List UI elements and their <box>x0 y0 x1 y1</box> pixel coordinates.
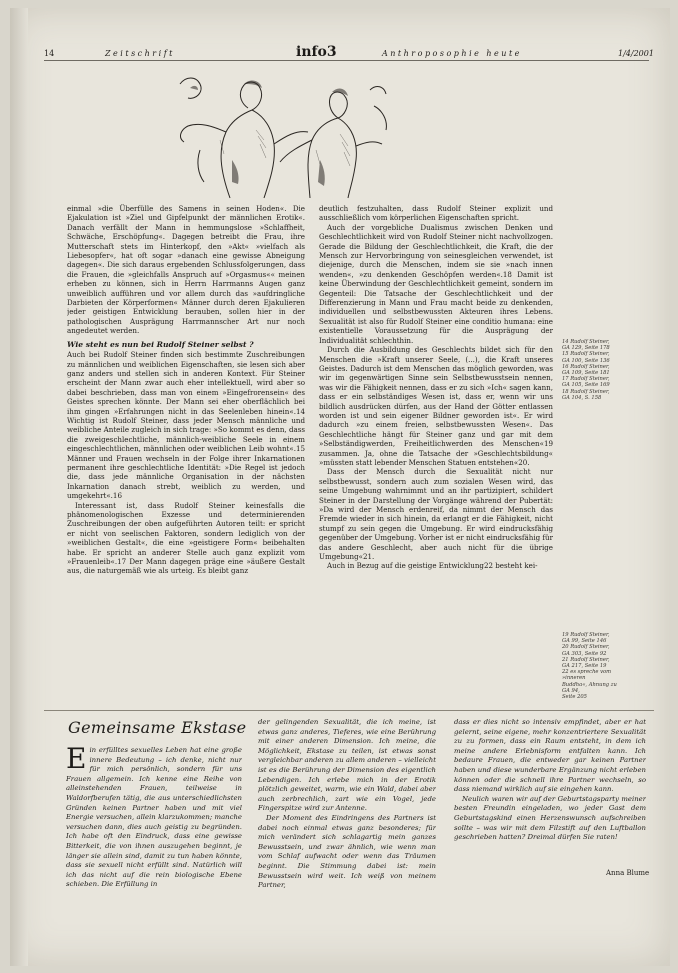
footnote-line: GA 105, Seite 169 <box>562 382 610 389</box>
footnote-line: 17 Rudolf Steiner, <box>562 376 610 383</box>
paragraph: deutlich festzuhalten, dass Rudolf Steiner explizit und ausschließlich vom körperlichen Eigenschaften spricht. <box>319 204 553 223</box>
section-heading: Wie steht es nun bei Rudolf Steiner selbst ? <box>67 339 254 349</box>
page-spine-shadow <box>10 8 28 966</box>
paragraph: dass er dies nicht so intensiv empfindet, aber er hat gelernt, seine eigene, mehr konzentriertere Sexualität zu zu formen, dass ein Raum entsteht, in dem ich meine andere Erlebnisform entfalten kann. Ich bedaure Frauen, die entweder gar keinen Partner haben und diese wunderbare Ergänzung nicht erleben können oder die schnell ihre Partner wechseln, so dass niemand wirklich auf sie eingehen kann. <box>454 718 646 794</box>
paragraph: Durch die Ausbildung des Geschlechts bildet sich für den Menschen die »Kraft unserer Seele, (...), die Kraft unseres Geistes. Dadurch ist dem Menschen das möglich geworden, was wir im gegenwärtigen Sinne sein Selbstbewusstsein nennen, was wir die Fähigkeit nennen, dass er zu sich »Ich« sagen kann, dass er ein selbständiges Wesen ist, dass er, wenn wir uns bildlich ausdrücken dürfen, aus der Hand der Götter entlassen worden ist und sein eigener Bildner geworden ist«. Er wird dadurch »zu einem freien, selbstbewussten Wesen«. Das Geschlechtliche hängt für Steiner ganz und gar mit dem »Selbständigwerden, Freiheitlichwerden des Menschen«19 zusammen. Ja, ohne die Tatsache der »Geschlechtsbildung« »müssten statt lebender Menschen Statuen entstehen«20. <box>319 345 553 467</box>
footnote-line: 14 Rudolf Steiner, <box>562 339 610 345</box>
drop-cap: E <box>66 746 87 775</box>
magazine-logo: info3 <box>296 44 337 60</box>
paragraph: einmal »die Überfülle des Samens in seinen Hoden«. Die Ejakulation ist »Ziel und Gipfelpunkt der männlichen Erotik«. Danach verfällt der Mann in hemmungslose »Schlaffheit, Schwäche, Erschöpfung«. Dagegen betreibt die Frau, ihre Mutterschaft stets im Hinterkopf, den »Akt« »vielfach als Liebesopfer«, hat oft sogar »danach eine gewisse Abneigung dagegen«. Die sich daraus ergebenden Schlussfolgerungen, dass die Frauen, die »gleichfalls Anspruch auf »Orgasmus«« meinen erheben zu können, sich in Herrn Harrmanns Augen ganz unweiblich aufführen und vor allem durch das »aufdringliche Darbieten der Körperformen« Männer durch deren Ejakulieren jeder geistigen Entwicklung berauben, sollen hier in der pathologischen Ausprägung Harrmannscher Art nur noch angedeutet werden. <box>67 204 305 336</box>
header-right-title: Anthroposophie heute <box>382 49 522 58</box>
box-top-rule <box>44 710 654 711</box>
header-left-title: Zeitschrift <box>105 49 175 58</box>
box-column-3 <box>454 718 646 868</box>
paragraph: der gelingenden Sexualität, die ich meine, ist etwas ganz anderes, Tieferes, wie eine Berührung mit einer anderen Dimension. Ich meine, die Möglichkeit, Ekstase zu teilen, ist etwas sonst vergleichbar anderen zu allem anderen – vielleicht ist es die Berührung der Dimension des eigentlich Lebendigen. Ich erlebe mich in der Erotik plötzlich geweitet, warm, wie ein Wald, dabei aber auch zerbrechlich, zart wie ein Vogel, jede Fingerspitze wird zur Antenne. <box>258 718 436 813</box>
paragraph <box>66 746 242 890</box>
footnote-line: Seite 205 <box>562 694 587 701</box>
footnote-line: 21 Rudolf Steiner, <box>562 656 610 663</box>
footnote-line: Buddha«, Ahnung zu GA 94, <box>562 681 617 694</box>
footnote-line: 22 es spreche vom »inneren <box>562 669 612 682</box>
article-column-2 <box>319 204 553 704</box>
header-rule <box>44 60 649 61</box>
box-title: Gemeinsame Ekstase <box>68 718 247 737</box>
paragraph: Auch in Bezug auf die geistige Entwicklung22 besteht kei- <box>327 561 538 571</box>
paragraph: Auch bei Rudolf Steiner finden sich bestimmte Zuschreibungen zu männlichen und weiblichen Eigenschaften, sie lesen sich aber ganz anders und stellen sich in anderen Kontext. Für Steiner erscheint der Mann zwar auch eher intellektuell, wird aber so dabei beschrieben, dass man von einem »Eingefrorensein« des Geistes sprechen könnte. Der Mann sei eher oberflächlich bei ihm gingen »Erfahrungen nicht in das Seelenleben hinein«.14 Wichtig ist Rudolf Steiner, dass jeder Mensch männliche und weibliche Anteile zugleich in sich trage: »So kommt es denn, dass die zweigeschlechtliche, männlich-weibliche Seele in einem eingeschlechtlichen, männlichen oder weiblichen Leib wohnt«.15 Männer und Frauen wechseln in der Folge ihrer Inkarnationen permanent ihre geschlechtliche Identität: »Die Regel ist jedoch die, dass jede männliche Organisation in der nächsten Inkarnation danach strebt, weiblich zu werden, und umgekehrt«.16 <box>67 350 305 501</box>
footnote-line: GA 109, Seite 181 <box>562 370 610 377</box>
box-column-2 <box>258 718 436 904</box>
margin-notes-2 <box>562 632 624 700</box>
box-column-1 <box>66 746 242 902</box>
footnote-line: 20 Rudolf Steiner, <box>562 644 610 651</box>
footnote-line: GA 217, Seite 19 <box>562 663 607 670</box>
author-name: Anna Blume <box>606 869 650 877</box>
footnote-line: 15 Rudolf Steiner, <box>562 351 610 358</box>
paragraph-text: in erfülltes sexuelles Leben hat eine große innere Bedeutung – ich denke, nicht nur für mich persönlich, sondern für uns Frauen allgemein. Ich kenne eine Reihe von alleinstehenden Frauen, teilweise in Waldorfberufen tätig, die aus unterschiedlichsten Gründen keinen Partner haben und mit viel Energie versuchen, allein klarzukommen; manche versuchen dann, dies auch geistig zu begründen. Ich habe oft den Eindruck, dass eine gewisse Bitterkeit, die von ihnen auszugehen beginnt, je länger sie allein sind, damit zu tun haben könnte, dass sie sexuell nicht erfüllt sind. Natürlich will ich das nicht auf die rein biologische Ebene schieben. Die Erfüllung in <box>66 746 242 889</box>
figure-illustration <box>160 70 400 200</box>
page-number: 14 <box>44 49 55 58</box>
footnote-line: 16 Rudolf Steiner, <box>562 363 610 370</box>
footnote-line: GA 303, Seite 92 <box>562 650 607 657</box>
footnote-line: GA 100, Seite 136 <box>562 357 610 364</box>
paragraph: Neulich waren wir auf der Geburtstagsparty meiner besten Freundin eingeladen, wo jeder Gast dem Geburtstagskind einen Herzenswunsch aufschreiben sollte – was wir mit dem Filzstift auf den Luftballon geschrieben hatten? Dreimal dürfen Sie raten! <box>454 794 646 842</box>
paragraph: Dass der Mensch durch die Sexualität nicht nur selbstbewusst, sondern auch zum sozialen Wesen wird, das seine Umgebung wahrnimmt und an ihr partizipiert, schildert Steiner in der Darstellung der Vorgänge während der Pubertät: »Da wird der Mensch erdenreif, da nimmt der Mensch das Fremde wieder in sich hinein, da erlangt er die Fähigkeit, nicht stumpf zu sein gegen die Umgebung. Er wird eindrucksfähig gegenüber der Umgebung. Vorher ist er nicht eindrucksfähig für das andere Geschlecht, aber auch nicht für die übrige Umgebung«21. <box>319 467 553 562</box>
issue-number: 1/4/2001 <box>618 49 654 58</box>
footnote-line: GA 99, Seite 146 <box>562 638 607 645</box>
margin-notes-1 <box>562 339 624 401</box>
paragraph: Interessant ist, dass Rudolf Steiner keinesfalls die phänomenologischen Exzesse und determinierenden Zuschreibungen der oben aufgeführten Autoren teilt: er spricht er nicht von seelischen Faktoren, sondern lediglich von der »weiblichen Gestalt«, die eine »geistigere Form« beibehalten habe. Er spricht an anderer Stelle auch ganz explizit vom »Frauenleib«.17 Der Mann dagegen präge eine »äußere Gestalt aus, die naturgemäß wie als urteig. Es bleibt ganz <box>67 500 305 576</box>
footnote-line: GA 129, Seite 178 <box>562 345 610 352</box>
article-column-1 <box>67 204 305 703</box>
footnote-line: GA 104, S. 158 <box>562 394 602 401</box>
footnote-line: 18 Rudolf Steiner, <box>562 388 610 395</box>
paragraph: Auch der vorgebliche Dualismus zwischen Denken und Geschlechtlichkeit wird von Rudolf Steiner nicht nachvollzogen. Gerade die Bildung der Geschlechtlichkeit, die Kraft, die der Mensch zur Hervorbringung von seinesgleichen verwendet, ist diejenige, durch die Menschen, indem sie sie »nach innen wenden«, »zu denkenden Geschöpfen werden«.18 Damit ist keine Überwindung der Geschlechtlichkeit gemeint, sondern im Gegenteil: Die Tatsache der Geschlechtlichkeit und der Differenzierung in Mann und Frau macht beide zu denkenden, individuellen und selbstbewussten Akteuren ihres Lebens. Sexualität ist also für Rudolf Steiner eine conditio humana: eine existentielle Voraussetzung für die Ausprägung der Individualität schlechthin. <box>319 222 553 345</box>
paragraph: Der Moment des Eindringens des Partners ist dabei noch einmal etwas ganz besonderes; für mich verändert sich schlagartig mein ganzes Bewusstsein, und zwar ähnlich, wie wenn man vom Schlaf aufwacht oder wenn das Träumen beginnt. Die Stimmung dabei ist: mein Bewusstsein wird weit. Ich weiß von meinem Partner, <box>258 813 436 890</box>
footnote-line: 19 Rudolf Steiner, <box>562 632 610 638</box>
